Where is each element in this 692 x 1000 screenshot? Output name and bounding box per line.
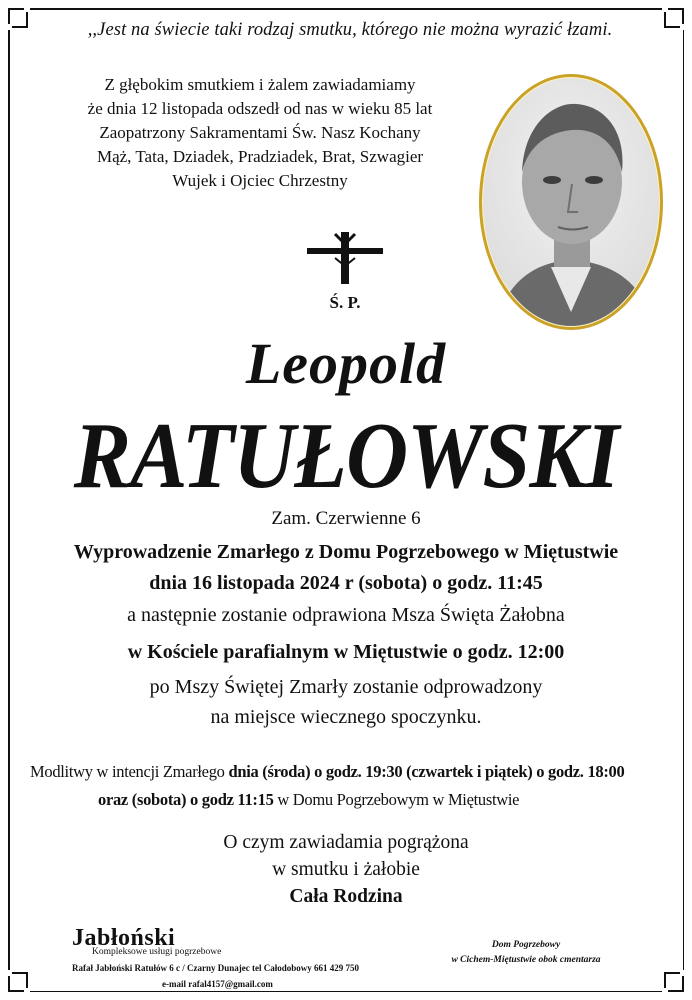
funeral-home-logo (72, 927, 372, 989)
ceremony-line: a następnie zostanie odprawiona Msza Święta Żałobna (127, 604, 565, 626)
location-line: Dom Pogrzebowy (491, 940, 561, 950)
intro-line: Z głębokim smutkiem i żalem zawiadamiamy (104, 75, 416, 94)
ceremony-line: po Mszy Świętej Zmarły zostanie odprowadzony (149, 676, 543, 698)
location-line: w Cichem-Miętustwie obok cmentarza (451, 955, 601, 965)
cross-label: Ś. P. (329, 293, 361, 312)
intro-line: Zaopatrzony Sakramentami Św. Nasz Kochany (99, 123, 421, 142)
portrait-photo (476, 72, 666, 332)
opening-quote: ,,Jest na świecie taki rodzaj smutku, którego nie można wyrazić łzami. (87, 20, 613, 40)
closing-line: w smutku i żałobie (272, 859, 420, 880)
address: Zam. Czerwienne 6 (271, 508, 421, 529)
intro-line: Mąż, Tata, Dziadek, Pradziadek, Brat, Szwagier (96, 147, 424, 166)
intro-line: że dnia 12 listopada odszedł od nas w wieku 85 lat (87, 99, 433, 118)
ceremony-line: w Kościele parafialnym w Miętustwie o godz. 12:00 (127, 641, 565, 663)
funeral-home-name: Jabłoński (72, 925, 176, 951)
ceremony-line: na miejsce wiecznego spoczynku. (210, 706, 482, 728)
closing-line: O czym zawiadamia pogrążona (223, 832, 469, 853)
prayer-line (30, 762, 670, 782)
cross-icon (305, 228, 385, 312)
ceremony-line: dnia 16 listopada 2024 r (sobota) o godz. 11:45 (149, 572, 543, 594)
funeral-home-subtitle: Kompleksowe usługi pogrzebowe (92, 947, 222, 957)
prayer-text: Modlitwy w intencji Zmarłego (30, 762, 229, 781)
first-name: Leopold (245, 331, 447, 396)
funeral-home-address: Rafał Jabłoński Ratułów 6 c / Czarny Dunajec tel Całodobowy 661 429 750 (72, 963, 360, 973)
intro-line: Wujek i Ojciec Chrzestny (172, 171, 348, 190)
prayer-line (98, 790, 658, 810)
family-signature: Cała Rodzina (289, 886, 403, 907)
last-name: RATUŁOWSKI (73, 402, 619, 508)
prayer-text: w Domu Pogrzebowym w Miętustwie (273, 790, 520, 809)
intro-text (40, 73, 480, 193)
funeral-home-location (426, 938, 626, 968)
prayer-times: oraz (sobota) o godz 11:15 (98, 790, 274, 809)
funeral-home-email: e-mail rafal4157@gmail.com (162, 979, 273, 989)
ceremony-line: Wyprowadzenie Zmarłego z Domu Pogrzebowego w Miętustwie (73, 541, 619, 563)
prayer-times: dnia (środa) o godz. 19:30 (czwartek i piątek) o godz. 18:00 (228, 762, 625, 781)
